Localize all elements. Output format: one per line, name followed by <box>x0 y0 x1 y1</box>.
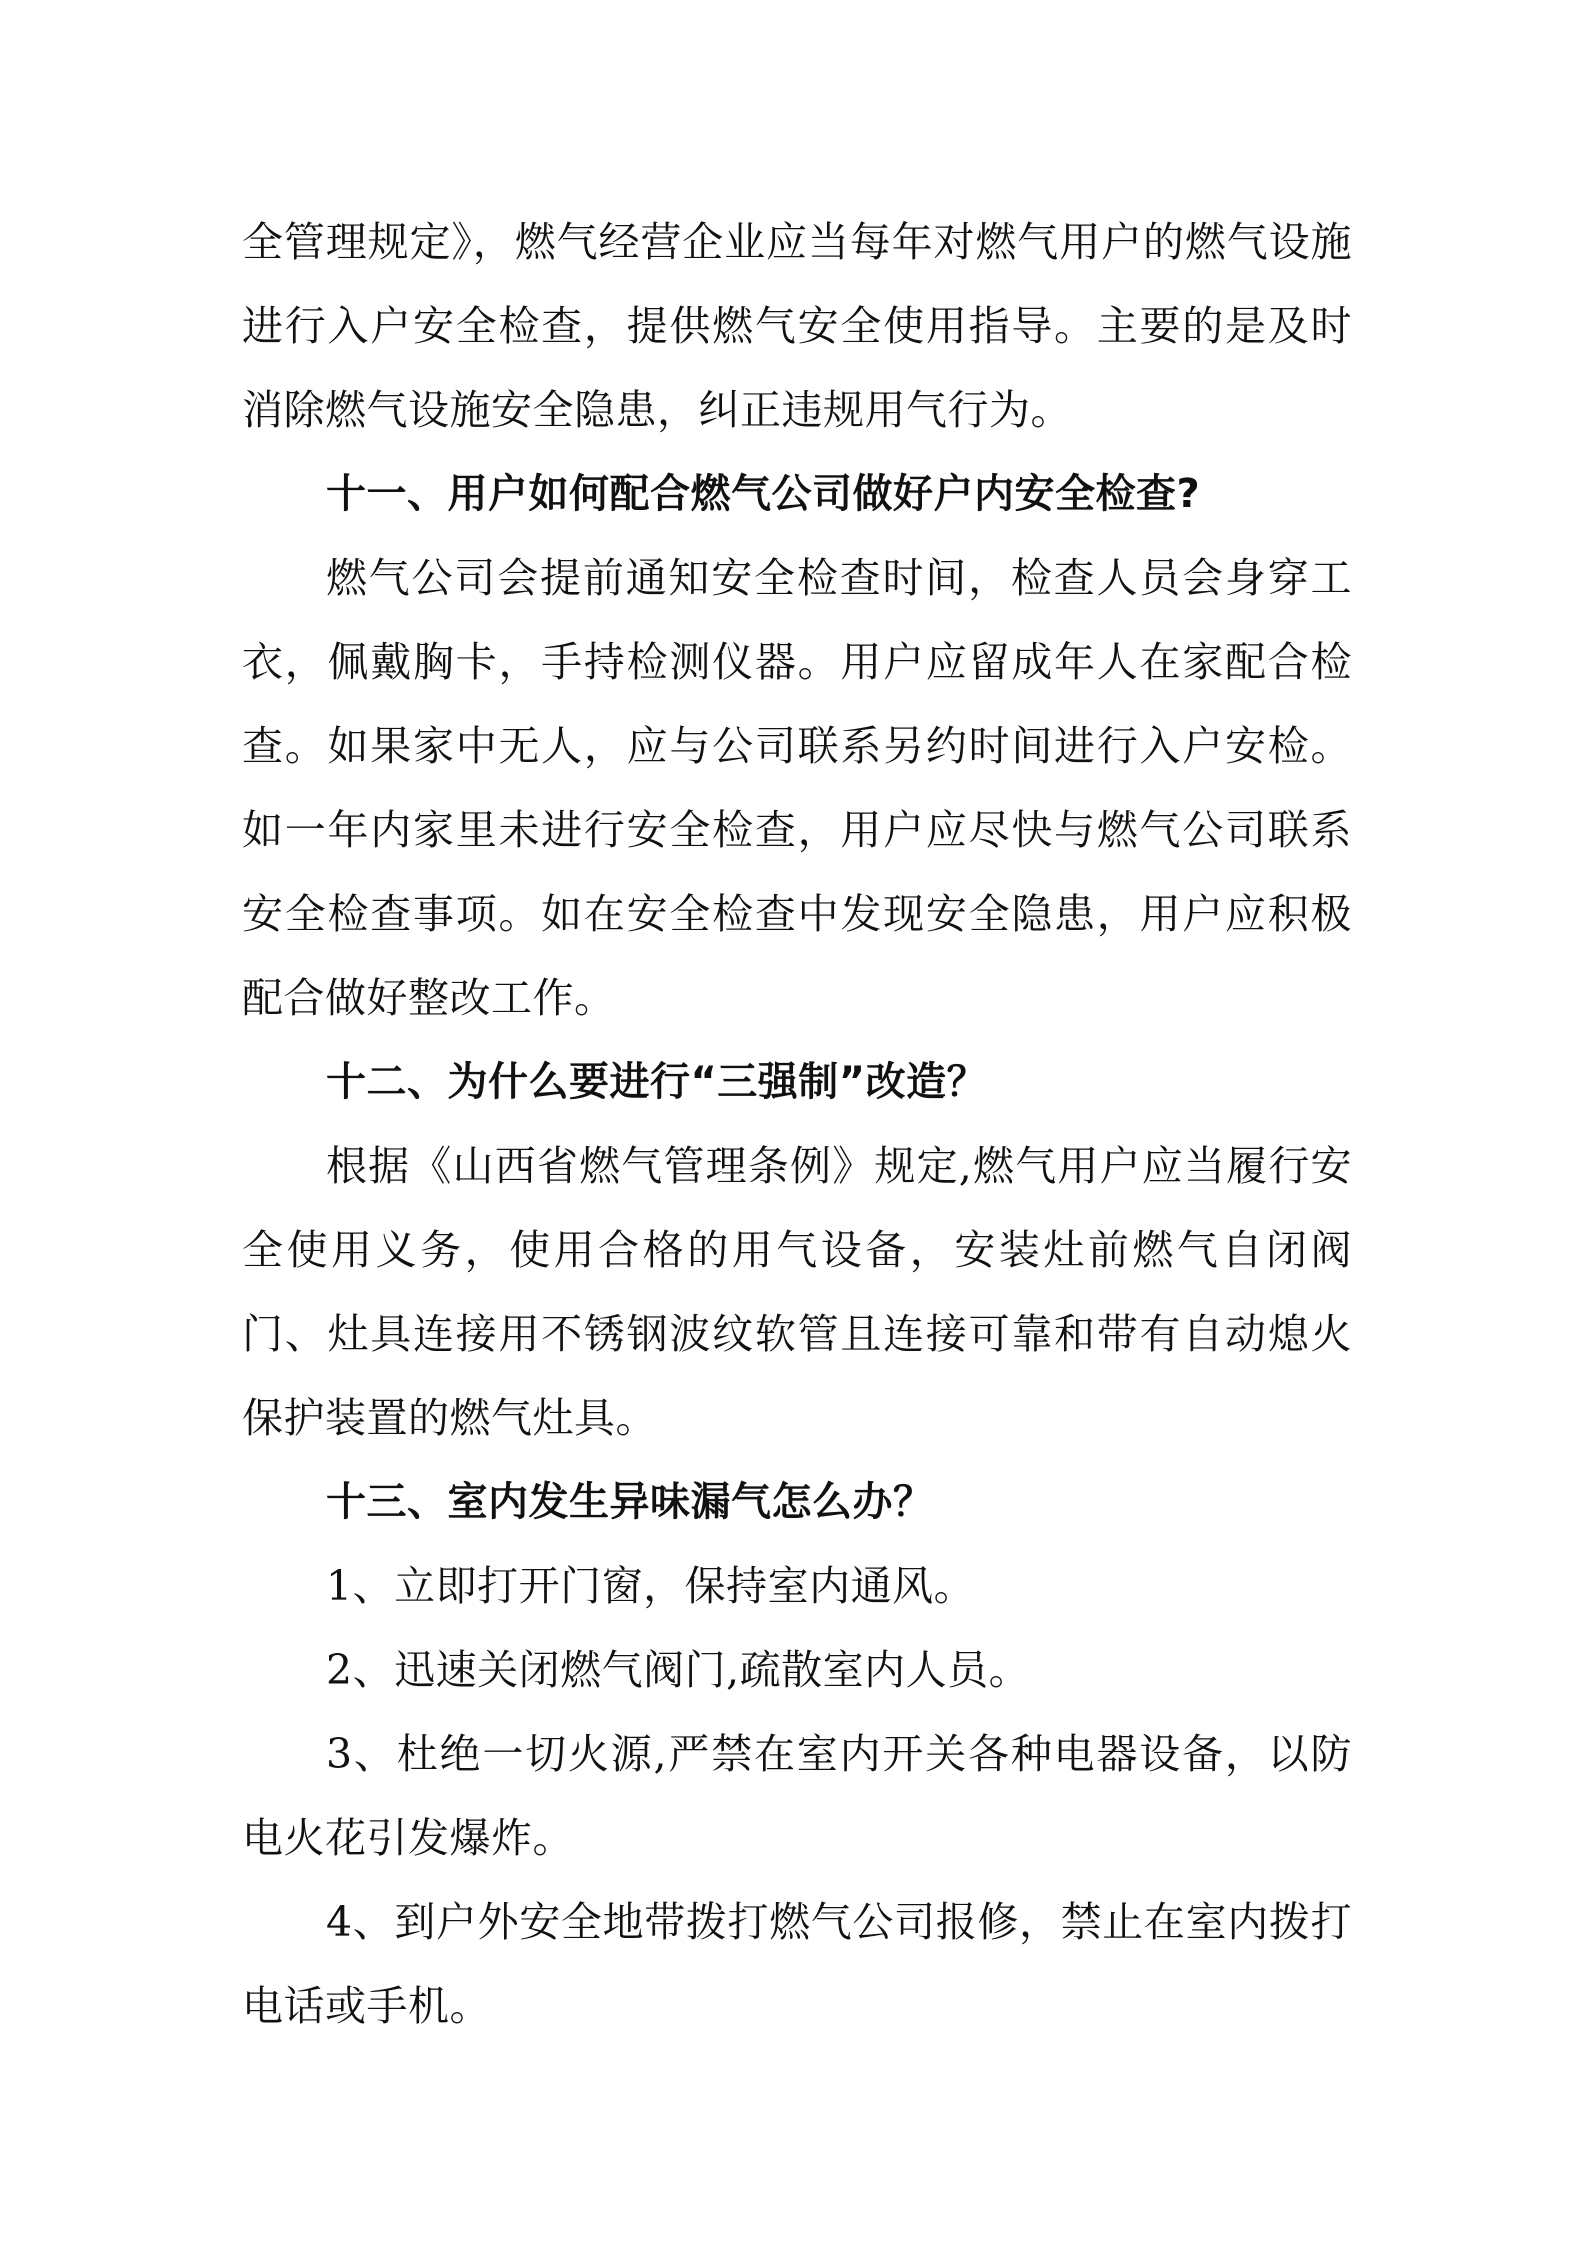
section-body-11: 燃气公司会提前通知安全检查时间，检查人员会身穿工衣，佩戴胸卡，手持检测仪器。用户应留成年人在家配合检查。如果家中无人，应与公司联系另约时间进行入户安检。如一年内家里未进行安全检查，用户应尽快与燃气公司联系安全检查事项。如在安全检查中发现安全隐患，用户应积极配合做好整改工作。 <box>242 554 1352 1022</box>
intro-paragraph: 全管理规定》，燃气经营企业应当每年对燃气用户的燃气设施进行入户安全检查，提供燃气安全使用指导。主要的是及时消除燃气设施安全隐患，纠正违规用气行为。 <box>242 218 1352 434</box>
section-heading-11: 十一、用户如何配合燃气公司做好户内安全检查? <box>326 471 1201 517</box>
document-body <box>242 200 1352 2048</box>
list-item: 4、到户外安全地带拨打燃气公司报修，禁止在室内拨打电话或手机。 <box>242 1898 1352 2030</box>
section-heading-13: 十三、室内发生异味漏气怎么办？ <box>326 1479 934 1525</box>
list-item: 1、立即打开门窗，保持室内通风。 <box>326 1562 976 1610</box>
list-item: 2、迅速关闭燃气阀门,疏散室内人员。 <box>326 1646 1031 1694</box>
list-item: 3、杜绝一切火源,严禁在室内开关各种电器设备，以防电火花引发爆炸。 <box>242 1730 1352 1862</box>
section-heading-12: 十二、为什么要进行“三强制”改造？ <box>326 1059 988 1105</box>
section-body-12: 根据《山西省燃气管理条例》规定,燃气用户应当履行安全使用义务，使用合格的用气设备，安装灶前燃气自闭阀门、灶具连接用不锈钢波纹软管且连接可靠和带有自动熄火保护装置的燃气灶具。 <box>242 1142 1352 1442</box>
